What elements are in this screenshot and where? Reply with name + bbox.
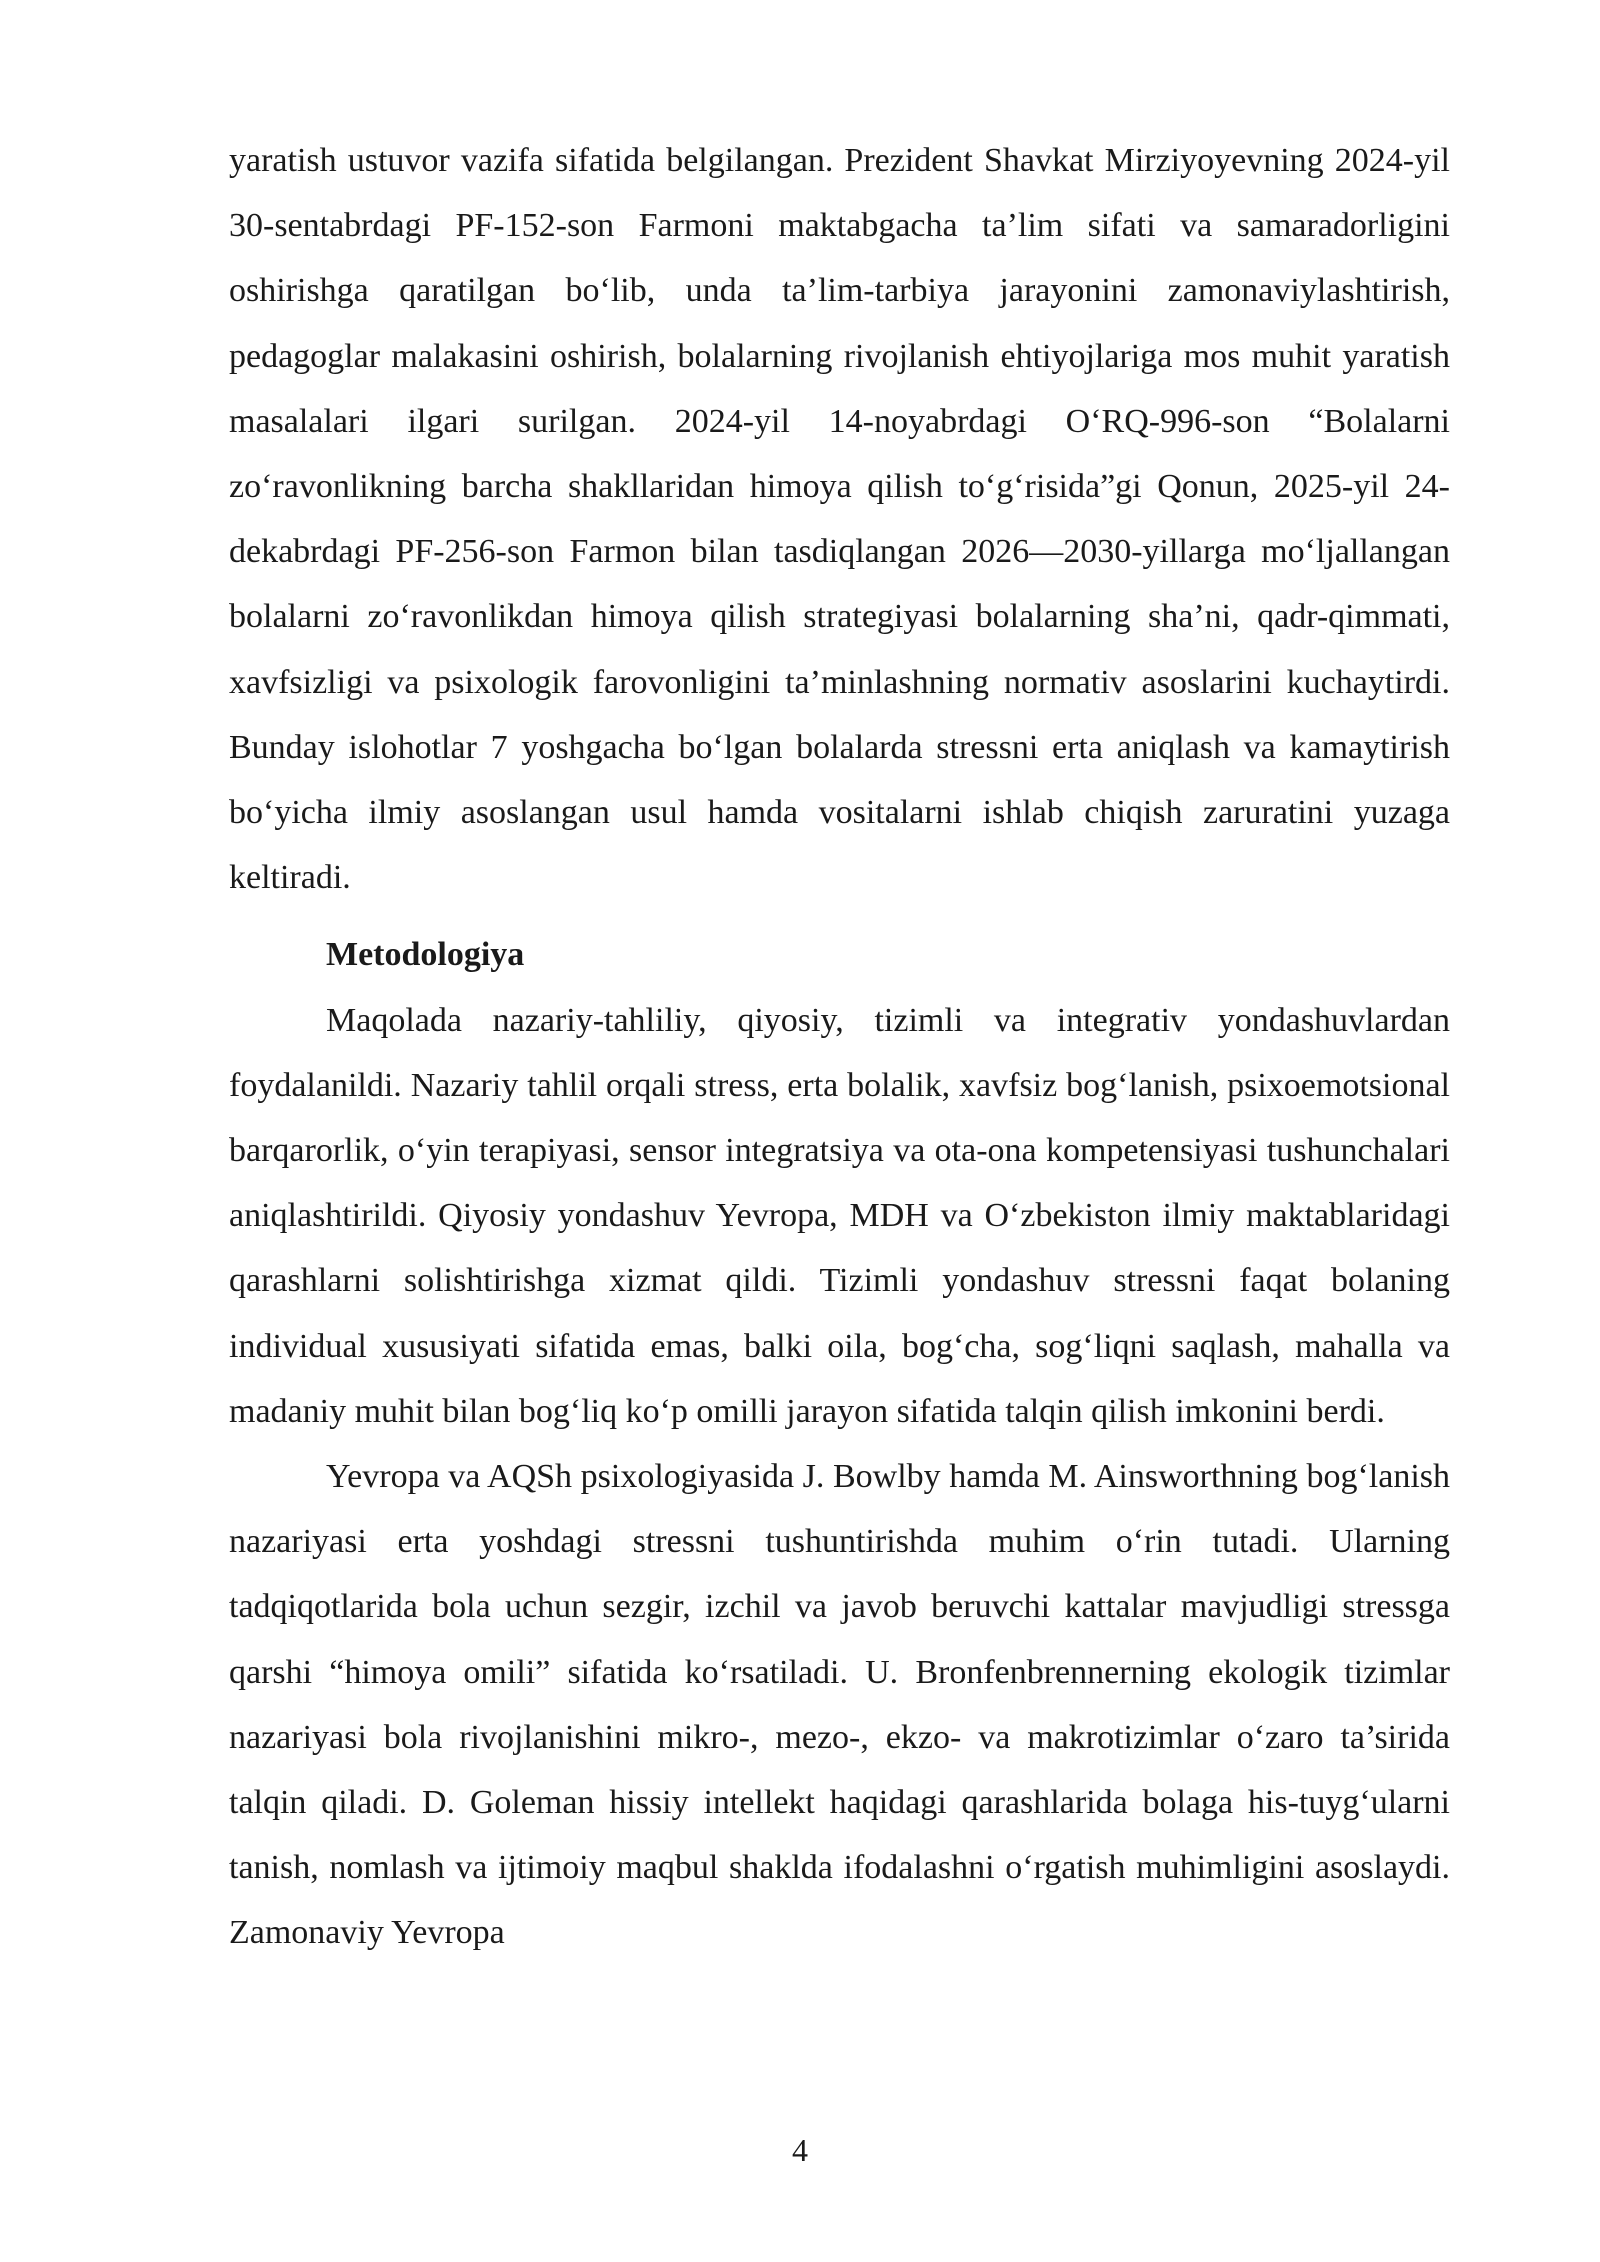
page-number: 4 — [792, 2132, 808, 2168]
body-paragraph: Maqolada nazariy-tahliliy, qiyosiy, tizimli va integrativ yondashuvlardan foydalanildi. Nazariy tahlil orqali stress, erta bolalik, xavfsiz bog‘lanish, psixoemotsional barqarorlik, o‘yin terapiyasi, sensor integratsiya va ota-ona kompetensiyasi tushunchalari aniqlashtirildi. Qiyosiy yondashuv Yevropa, MDH va O‘zbekiston ilmiy maktablaridagi qarashlarni solishtirishga xizmat qildi. Tizimli yondashuv stressni faqat bolaning individual xususiyati sifatida emas, balki oila, bog‘cha, sog‘liqni saqlash, mahalla va madaniy muhit bilan bog‘liq ko‘p omilli jarayon sifatida talqin qilish imkonini berdi. — [229, 1001, 1450, 1430]
document-page — [229, 128, 1450, 1966]
section-heading: Metodologiya — [326, 936, 525, 974]
body-paragraph: Yevropa va AQSh psixologiyasida J. Bowlby hamda M. Ainsworthning bog‘lanish nazariyasi erta yoshdagi stressni tushuntirishda muhim o‘rin tutadi. Ularning tadqiqotlarida bola uchun sezgir, izchil va javob beruvchi kattalar mavjudligi stressga qarshi “himoya omili” sifatida ko‘rsatiladi. U. Bronfenbrennerning ekologik tizimlar nazariyasi bola rivojlanishini mikro-, mezo-, ekzo- va makrotizimlar o‘zaro ta’sirida talqin qiladi. D. Goleman hissiy intellekt haqidagi qarashlarida bolaga his-tuyg‘ularni tanish, nomlash va ijtimoiy maqbul shaklda ifodalashni o‘rgatish muhimligini asoslaydi. Zamonaviy Yevropa — [229, 1458, 1450, 1952]
body-paragraph: yaratish ustuvor vazifa sifatida belgilangan. Prezident Shavkat Mirziyoyevning 2024-yil 30-sentabrdagi PF-152-son Farmoni maktabgacha ta’lim sifati va samaradorligini oshirishga qaratilgan bo‘lib, unda ta’lim-tarbiya jarayonini zamonaviylashtirish, pedagoglar malakasini oshirish, bolalarning rivojlanish ehtiyojlariga mos muhit yaratish masalalari ilgari surilgan. 2024-yil 14-noyabrdagi O‘RQ-996-son “Bolalarni zo‘ravonlikning barcha shakllaridan himoya qilish to‘g‘risida”gi Qonun, 2025-yil 24-dekabrdagi PF-256-son Farmon bilan tasdiqlangan 2026—2030-yillarga mo‘ljallangan bolalarni zo‘ravonlikdan himoya qilish strategiyasi bolalarning sha’ni, qadr-qimmati, xavfsizligi va psixologik farovonligini ta’minlashning normativ asoslarini kuchaytirdi. Bunday islohotlar 7 yoshgacha bo‘lgan bolalarda stressni erta aniqlash va kamaytirish bo‘yicha ilmiy asoslangan usul hamda vositalarni ishlab chiqish zaruratini yuzaga keltiradi. — [229, 142, 1450, 897]
